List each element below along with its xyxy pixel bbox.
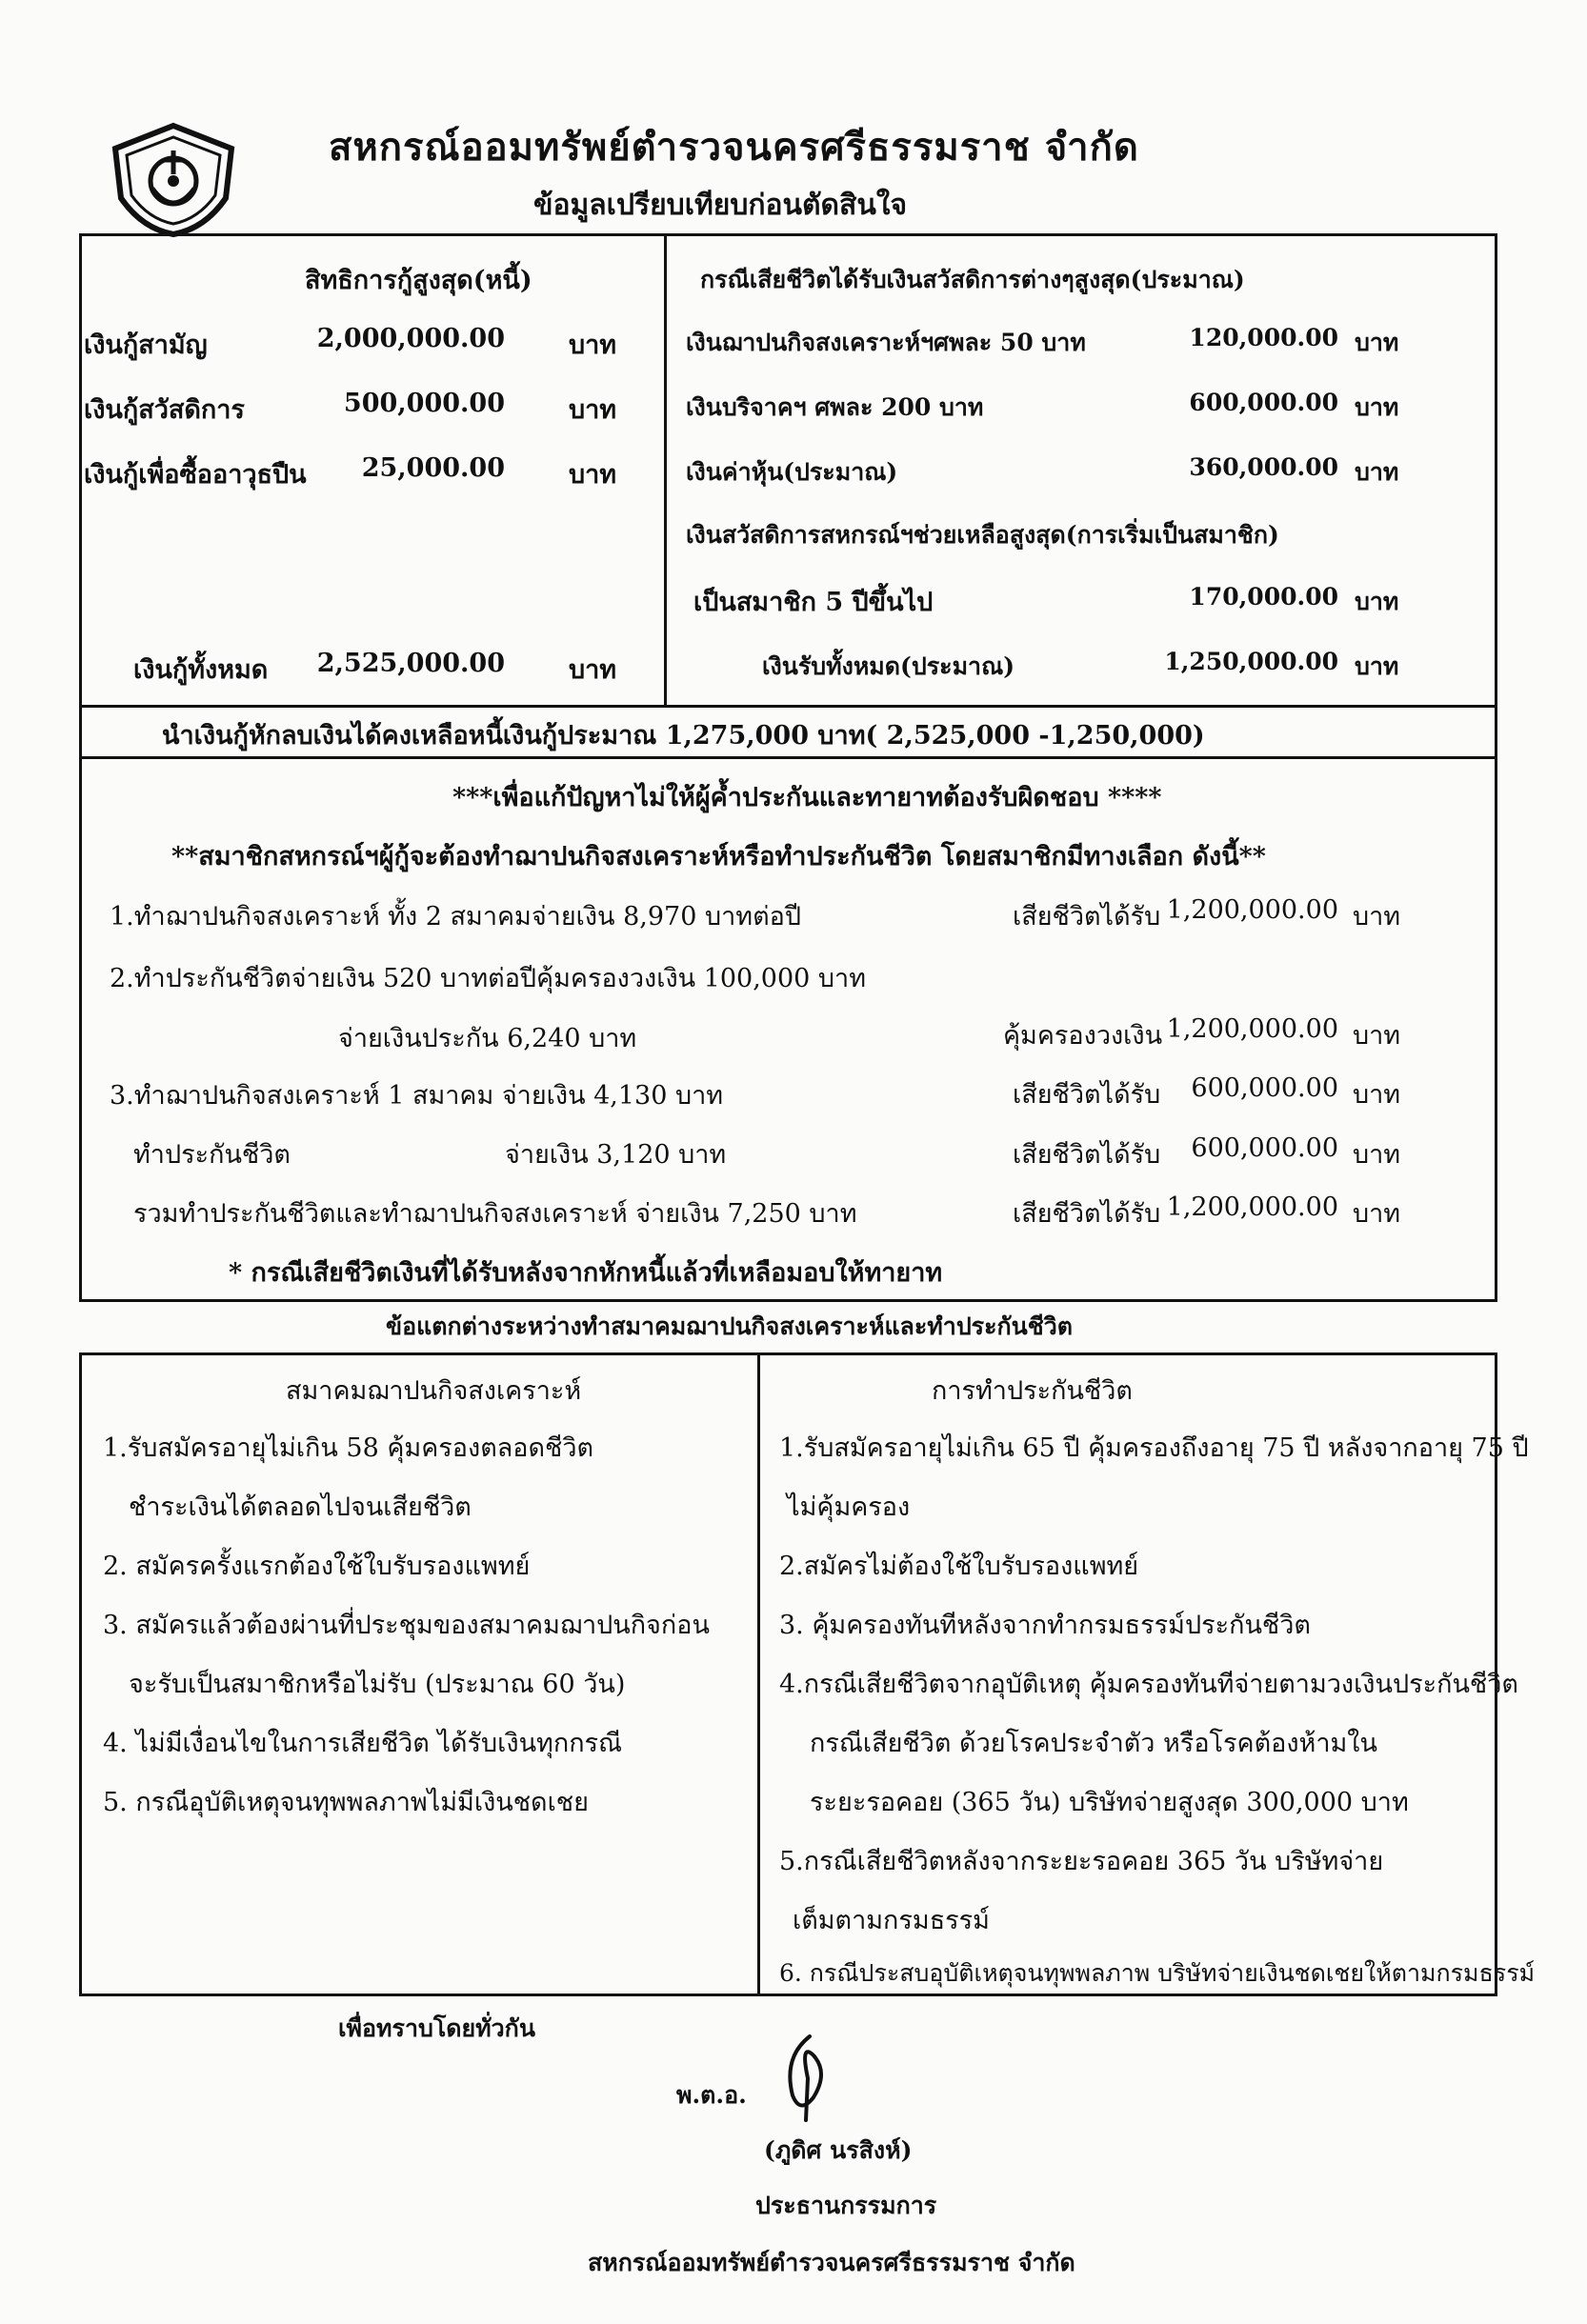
option-subtext: จ่ายเงินประกัน 6,240 บาท — [338, 1024, 637, 1053]
option-unit: บาท — [1353, 902, 1401, 932]
loan-label: เงินกู้เพื่อซื้ออาวุธปืน — [84, 460, 307, 490]
loan-unit: บาท — [569, 331, 617, 360]
benefit-unit: บาท — [1355, 458, 1399, 486]
left-item: 3. สมัครแล้วต้องผ่านที่ประชุมของสมาคมฌาปนกิจก่อน — [103, 1611, 710, 1640]
option-unit: บาท — [1353, 1140, 1401, 1170]
right-item: กรณีเสียชีวิต ด้วยโรคประจำตัว หรือโรคต้องห้ามใน — [810, 1729, 1377, 1758]
summary-divider — [664, 233, 667, 708]
welfare-label: เงินสวัสดิการสหกรณ์ฯช่วยเหลือสูงสุด(การเริ่มเป็นสมาชิก) — [686, 521, 1279, 549]
loan-amount: 25,000.00 — [361, 453, 505, 483]
benefit-label: เงินฌาปนกิจสงเคราะห์ฯศพละ 50 บาท — [686, 329, 1086, 356]
loan-unit: บาท — [569, 460, 617, 490]
left-item: 2. สมัครครั้งแรกต้องใช้ใบรับรองแพทย์ — [103, 1552, 531, 1581]
member-label: เป็นสมาชิก 5 ปีขึ้นไป — [693, 588, 934, 617]
right-item: 4.กรณีเสียชีวิตจากอุบัติเหตุ คุ้มครองทันทีจ่ายตามวงเงินประกันชีวิต — [779, 1670, 1518, 1699]
loan-total-unit: บาท — [569, 655, 617, 685]
loan-total-label: เงินกู้ทั้งหมด — [133, 655, 269, 685]
left-item: 5. กรณีอุบัติเหตุจนทุพพลภาพไม่มีเงินชดเชย — [103, 1788, 589, 1817]
option-text: ทำประกันชีวิต — [133, 1140, 291, 1170]
loan-unit: บาท — [569, 395, 617, 425]
right-item: 1.รับสมัครอายุไม่เกิน 65 ปี คุ้มครองถึงอายุ 75 ปี หลังจากอายุ 75 ปี — [779, 1433, 1529, 1463]
benefit-amount: 120,000.00 — [1189, 324, 1338, 351]
benefits-heading: กรณีเสียชีวิตได้รับเงินสวัสดิการต่างๆสูงสุด(ประมาณ) — [700, 266, 1245, 293]
benefit-label: เงินบริจาคฯ ศพละ 200 บาท — [686, 393, 984, 421]
left-heading: สมาคมฌาปนกิจสงเคราะห์ — [286, 1376, 582, 1406]
comparison-divider — [757, 1352, 760, 1996]
benefit-unit: บาท — [1355, 393, 1399, 421]
option-amount: 600,000.00 — [1191, 1073, 1338, 1103]
benefit-amount: 360,000.00 — [1189, 453, 1338, 481]
right-item: 5.กรณีเสียชีวิตหลังจากระยะรอคอย 365 วัน บริษัทจ่าย — [779, 1847, 1384, 1876]
loan-label: เงินกู้สวัสดิการ — [84, 395, 245, 425]
left-item: ชำระเงินได้ตลอดไปจนเสียชีวิต — [129, 1493, 472, 1522]
option-label: เสียชีวิตได้รับ — [1013, 1080, 1161, 1110]
loans-heading: สิทธิการกู้สูงสุด(หนี้) — [305, 266, 532, 295]
option-amount: 1,200,000.00 — [1166, 1192, 1338, 1222]
benefit-unit: บาท — [1355, 329, 1399, 356]
page-subtitle: ข้อมูลเปรียบเทียบก่อนตัดสินใจ — [533, 189, 908, 222]
option-text: 1.ทำฌาปนกิจสงเคราะห์ ทั้ง 2 สมาคมจ่ายเงิน 8,970 บาทต่อปี — [110, 902, 801, 932]
options-warning: ***เพื่อแก้ปัญหาไม่ให้ผู้ค้ำประกันและทายาทต้องรับผิดชอบ **** — [452, 783, 1162, 812]
signer-name: (ภูดิศ นรสิงห์) — [764, 2136, 913, 2164]
org-title: สหกรณ์ออมทรัพย์ตำรวจนครศรีธรรมราช จำกัด — [329, 125, 1139, 170]
left-item: จะรับเป็นสมาชิกหรือไม่รับ (ประมาณ 60 วัน) — [129, 1670, 626, 1699]
option-label: เสียชีวิตได้รับ — [1013, 1199, 1161, 1229]
option-label: เสียชีวิตได้รับ — [1013, 1140, 1161, 1170]
right-item: ระยะรอคอย (365 วัน) บริษัทจ่ายสูงสุด 300,000 บาท — [810, 1788, 1409, 1817]
loan-label: เงินกู้สามัญ — [84, 331, 208, 360]
comparison-title: ข้อแตกต่างระหว่างทำสมาคมฌาปนกิจสงเคราะห์และทำประกันชีวิต — [386, 1312, 1074, 1340]
right-item: เต็มตามกรมธรรม์ — [793, 1906, 990, 1935]
loan-amount: 2,000,000.00 — [316, 324, 505, 353]
loan-total-amount: 2,525,000.00 — [316, 649, 505, 678]
remaining-debt: นำเงินกู้หักลบเงินได้คงเหลือหนี้เงินกู้ประมาณ 1,275,000 บาท( 2,525,000 -1,250,000) — [162, 721, 1205, 751]
benefit-total-amount: 1,250,000.00 — [1164, 648, 1338, 675]
option-text: 2.ทำประกันชีวิตจ่ายเงิน 520 บาทต่อปีคุ้มครองวงเงิน 100,000 บาท — [110, 964, 866, 993]
left-item: 1.รับสมัครอายุไม่เกิน 58 คุ้มครองตลอดชีวิต — [103, 1433, 594, 1463]
benefit-amount: 600,000.00 — [1189, 389, 1338, 416]
option-label: คุ้มครองวงเงิน — [1003, 1021, 1163, 1051]
option-amount: 600,000.00 — [1191, 1133, 1338, 1163]
options-note: * กรณีเสียชีวิตเงินที่ได้รับหลังจากหักหนี้แล้วที่เหลือมอบให้ทายาท — [229, 1258, 943, 1288]
right-item: 2.สมัครไม่ต้องใช้ใบรับรองแพทย์ — [779, 1552, 1139, 1581]
logo — [110, 122, 238, 238]
right-item: 6. กรณีประสบอุบัติเหตุจนทุพพลภาพ บริษัทจ่ายเงินชดเชยให้ตามกรมธรรม์ — [779, 1959, 1536, 1987]
right-item: ไม่คุ้มครอง — [787, 1493, 911, 1522]
options-intro: **สมาชิกสหกรณ์ฯผู้กู้จะต้องทำฌาปนกิจสงเคราะห์หรือทำประกันชีวิต โดยสมาชิกมีทางเลือก ดังนี้** — [171, 842, 1266, 872]
option-unit: บาท — [1353, 1021, 1401, 1051]
signer-position: ประธานกรรมการ — [755, 2192, 937, 2219]
option-text: รวมทำประกันชีวิตและทำฌาปนกิจสงเคราะห์ จ่ายเงิน 7,250 บาท — [133, 1199, 857, 1229]
right-heading: การทำประกันชีวิต — [932, 1376, 1133, 1406]
signer-org: สหกรณ์ออมทรัพย์ตำรวจนครศรีธรรมราช จำกัด — [588, 2249, 1075, 2276]
benefit-total-label: เงินรับทั้งหมด(ประมาณ) — [762, 652, 1015, 680]
option-amount: 1,200,000.00 — [1166, 895, 1338, 925]
footer-notice: เพื่อทราบโดยทั่วกัน — [338, 2014, 535, 2042]
option-unit: บาท — [1353, 1199, 1401, 1229]
member-unit: บาท — [1355, 588, 1399, 615]
loan-amount: 500,000.00 — [343, 389, 505, 418]
benefit-label: เงินค่าหุ้น(ประมาณ) — [686, 458, 898, 486]
signer-rank: พ.ต.อ. — [676, 2081, 747, 2109]
member-amount: 170,000.00 — [1189, 583, 1338, 611]
option-amount: 1,200,000.00 — [1166, 1014, 1338, 1044]
option-label: เสียชีวิตได้รับ — [1013, 902, 1161, 932]
option-pay: จ่ายเงิน 3,120 บาท — [505, 1140, 727, 1170]
signature — [772, 2029, 848, 2124]
left-item: 4. ไม่มีเงื่อนไขในการเสียชีวิต ได้รับเงินทุกกรณี — [103, 1729, 623, 1758]
option-text: 3.ทำฌาปนกิจสงเคราะห์ 1 สมาคม จ่ายเงิน 4,130 บาท — [110, 1081, 724, 1111]
benefit-total-unit: บาท — [1355, 652, 1399, 680]
right-item: 3. คุ้มครองทันทีหลังจากทำกรมธรรม์ประกันชีวิต — [779, 1611, 1311, 1640]
option-unit: บาท — [1353, 1080, 1401, 1110]
